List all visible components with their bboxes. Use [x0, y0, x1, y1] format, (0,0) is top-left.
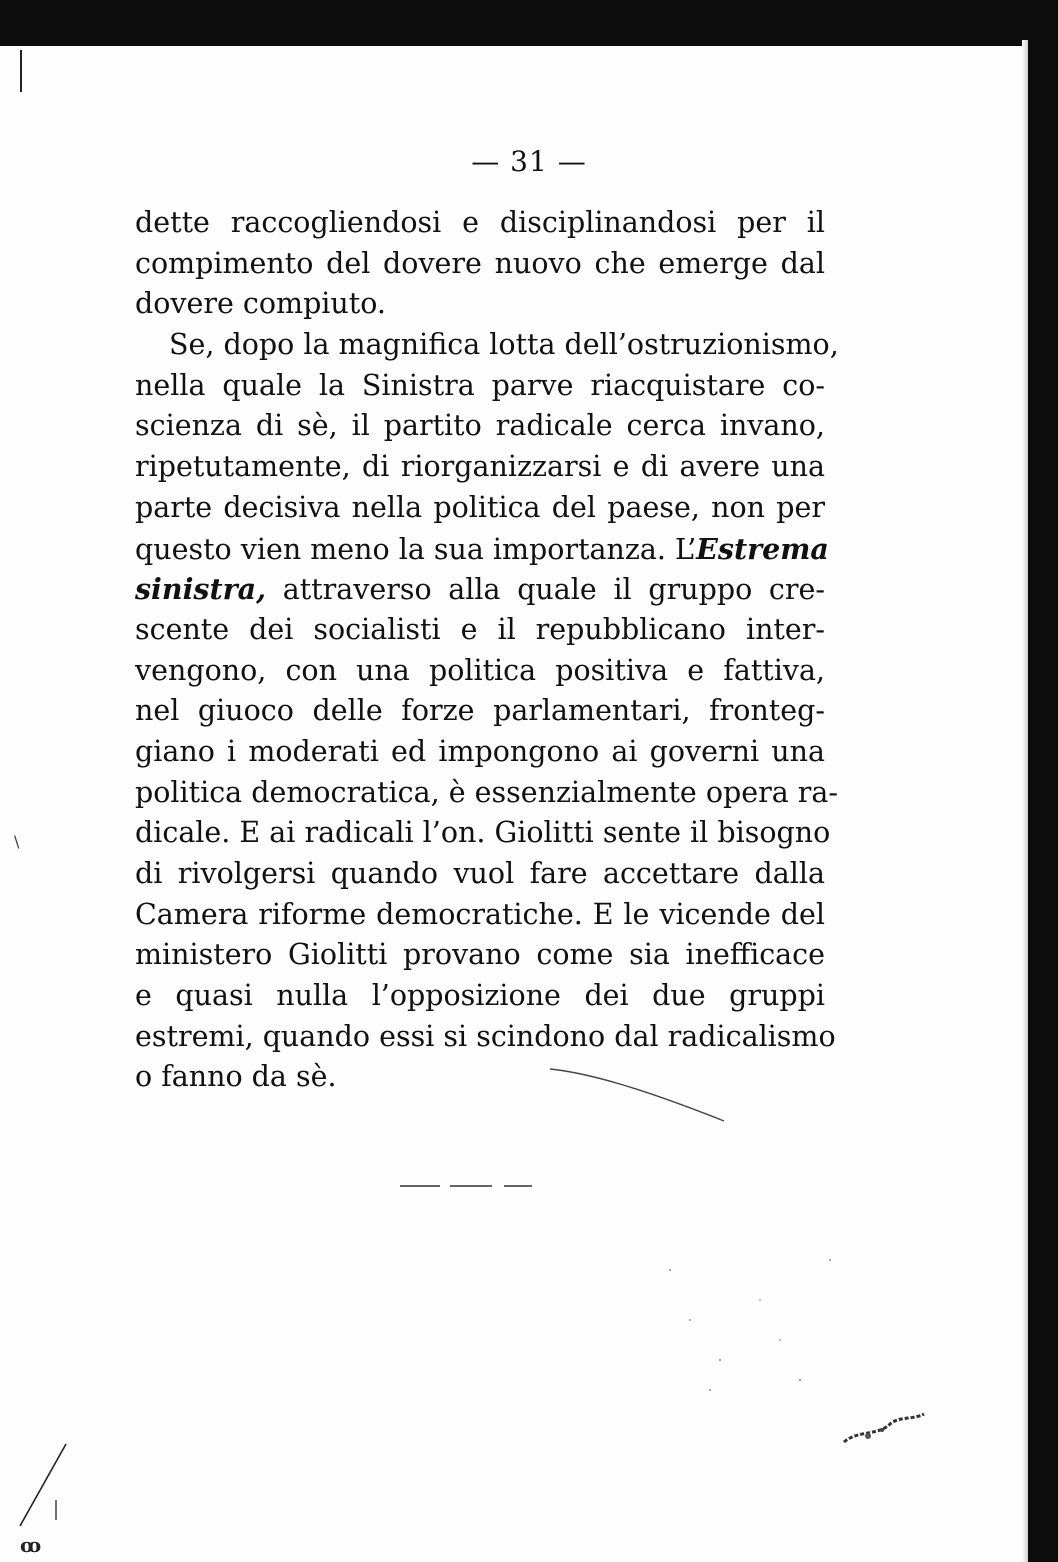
- scan-border-top: [0, 0, 1058, 46]
- text-line: e quasi nulla l’opposizione dei due gruppi: [135, 979, 825, 1013]
- text-line: ministero Giolitti provano come sia inefficace: [135, 938, 825, 972]
- text-line: Se, dopo la magnifica lotta dell’ostruzionismo,: [169, 328, 839, 362]
- text-line: [135, 569, 825, 610]
- text-line: [135, 529, 829, 570]
- text-line: dovere compiuto.: [135, 287, 386, 321]
- text-line: nel giuoco delle forze parlamentari, fronteg-: [135, 694, 825, 728]
- margin-glyph: \: [14, 832, 20, 851]
- text-segment: questo vien meno la sua importanza. L’: [135, 532, 697, 566]
- page-edge-shadow: [1022, 40, 1028, 1562]
- text-line: o fanno da sè.: [135, 1060, 337, 1094]
- text-line: parte decisiva nella politica del paese, non per: [135, 490, 825, 524]
- scan-border-right: [1028, 0, 1058, 1562]
- text-line: scienza di sè, il partito radicale cerca invano,: [135, 409, 825, 443]
- italic-term: sinistra,: [135, 572, 267, 607]
- text-line: ripetutamente, di riorganizzarsi e di avere una: [135, 450, 825, 484]
- left-margin-tick: [20, 50, 22, 92]
- paper-speckle: [650, 1240, 850, 1410]
- text-line: politica democratica, è essenzialmente opera ra-: [135, 775, 839, 809]
- pencil-stroke-mark: [548, 1065, 728, 1125]
- ink-smudge: [838, 1406, 928, 1456]
- text-line: dette raccogliendosi e disciplinandosi per il: [135, 206, 825, 239]
- text-line: nella quale la Sinistra parve riacquistare co-: [135, 368, 825, 402]
- corner-glyph: ꝏ: [20, 1533, 42, 1557]
- text-line: dicale. E ai radicali l’on. Giolitti sente il bisogno: [135, 816, 831, 850]
- text-line: vengono, con una politica positiva e fattiva,: [135, 653, 825, 687]
- margin-pen-stroke: [10, 1440, 70, 1530]
- text-line: Camera riforme democratiche. E le vicende del: [135, 897, 825, 931]
- text-line: scente dei socialisti e il repubblicano inter-: [135, 612, 825, 646]
- text-line: di rivolgersi quando vuol fare accettare dalla: [135, 857, 825, 890]
- text-segment: attraverso alla quale il gruppo cre-: [266, 573, 825, 607]
- italic-term: Estrema: [696, 531, 829, 566]
- text-line: estremi, quando essi si scindono dal radicalismo: [135, 1019, 836, 1053]
- section-end-ornament: [400, 1184, 532, 1188]
- text-line: giano i moderati ed impongono ai governi una: [135, 734, 825, 768]
- text-line: compimento del dovere nuovo che emerge dal: [135, 246, 825, 280]
- body-text: [135, 203, 839, 1098]
- page-number: — 31 —: [471, 145, 587, 178]
